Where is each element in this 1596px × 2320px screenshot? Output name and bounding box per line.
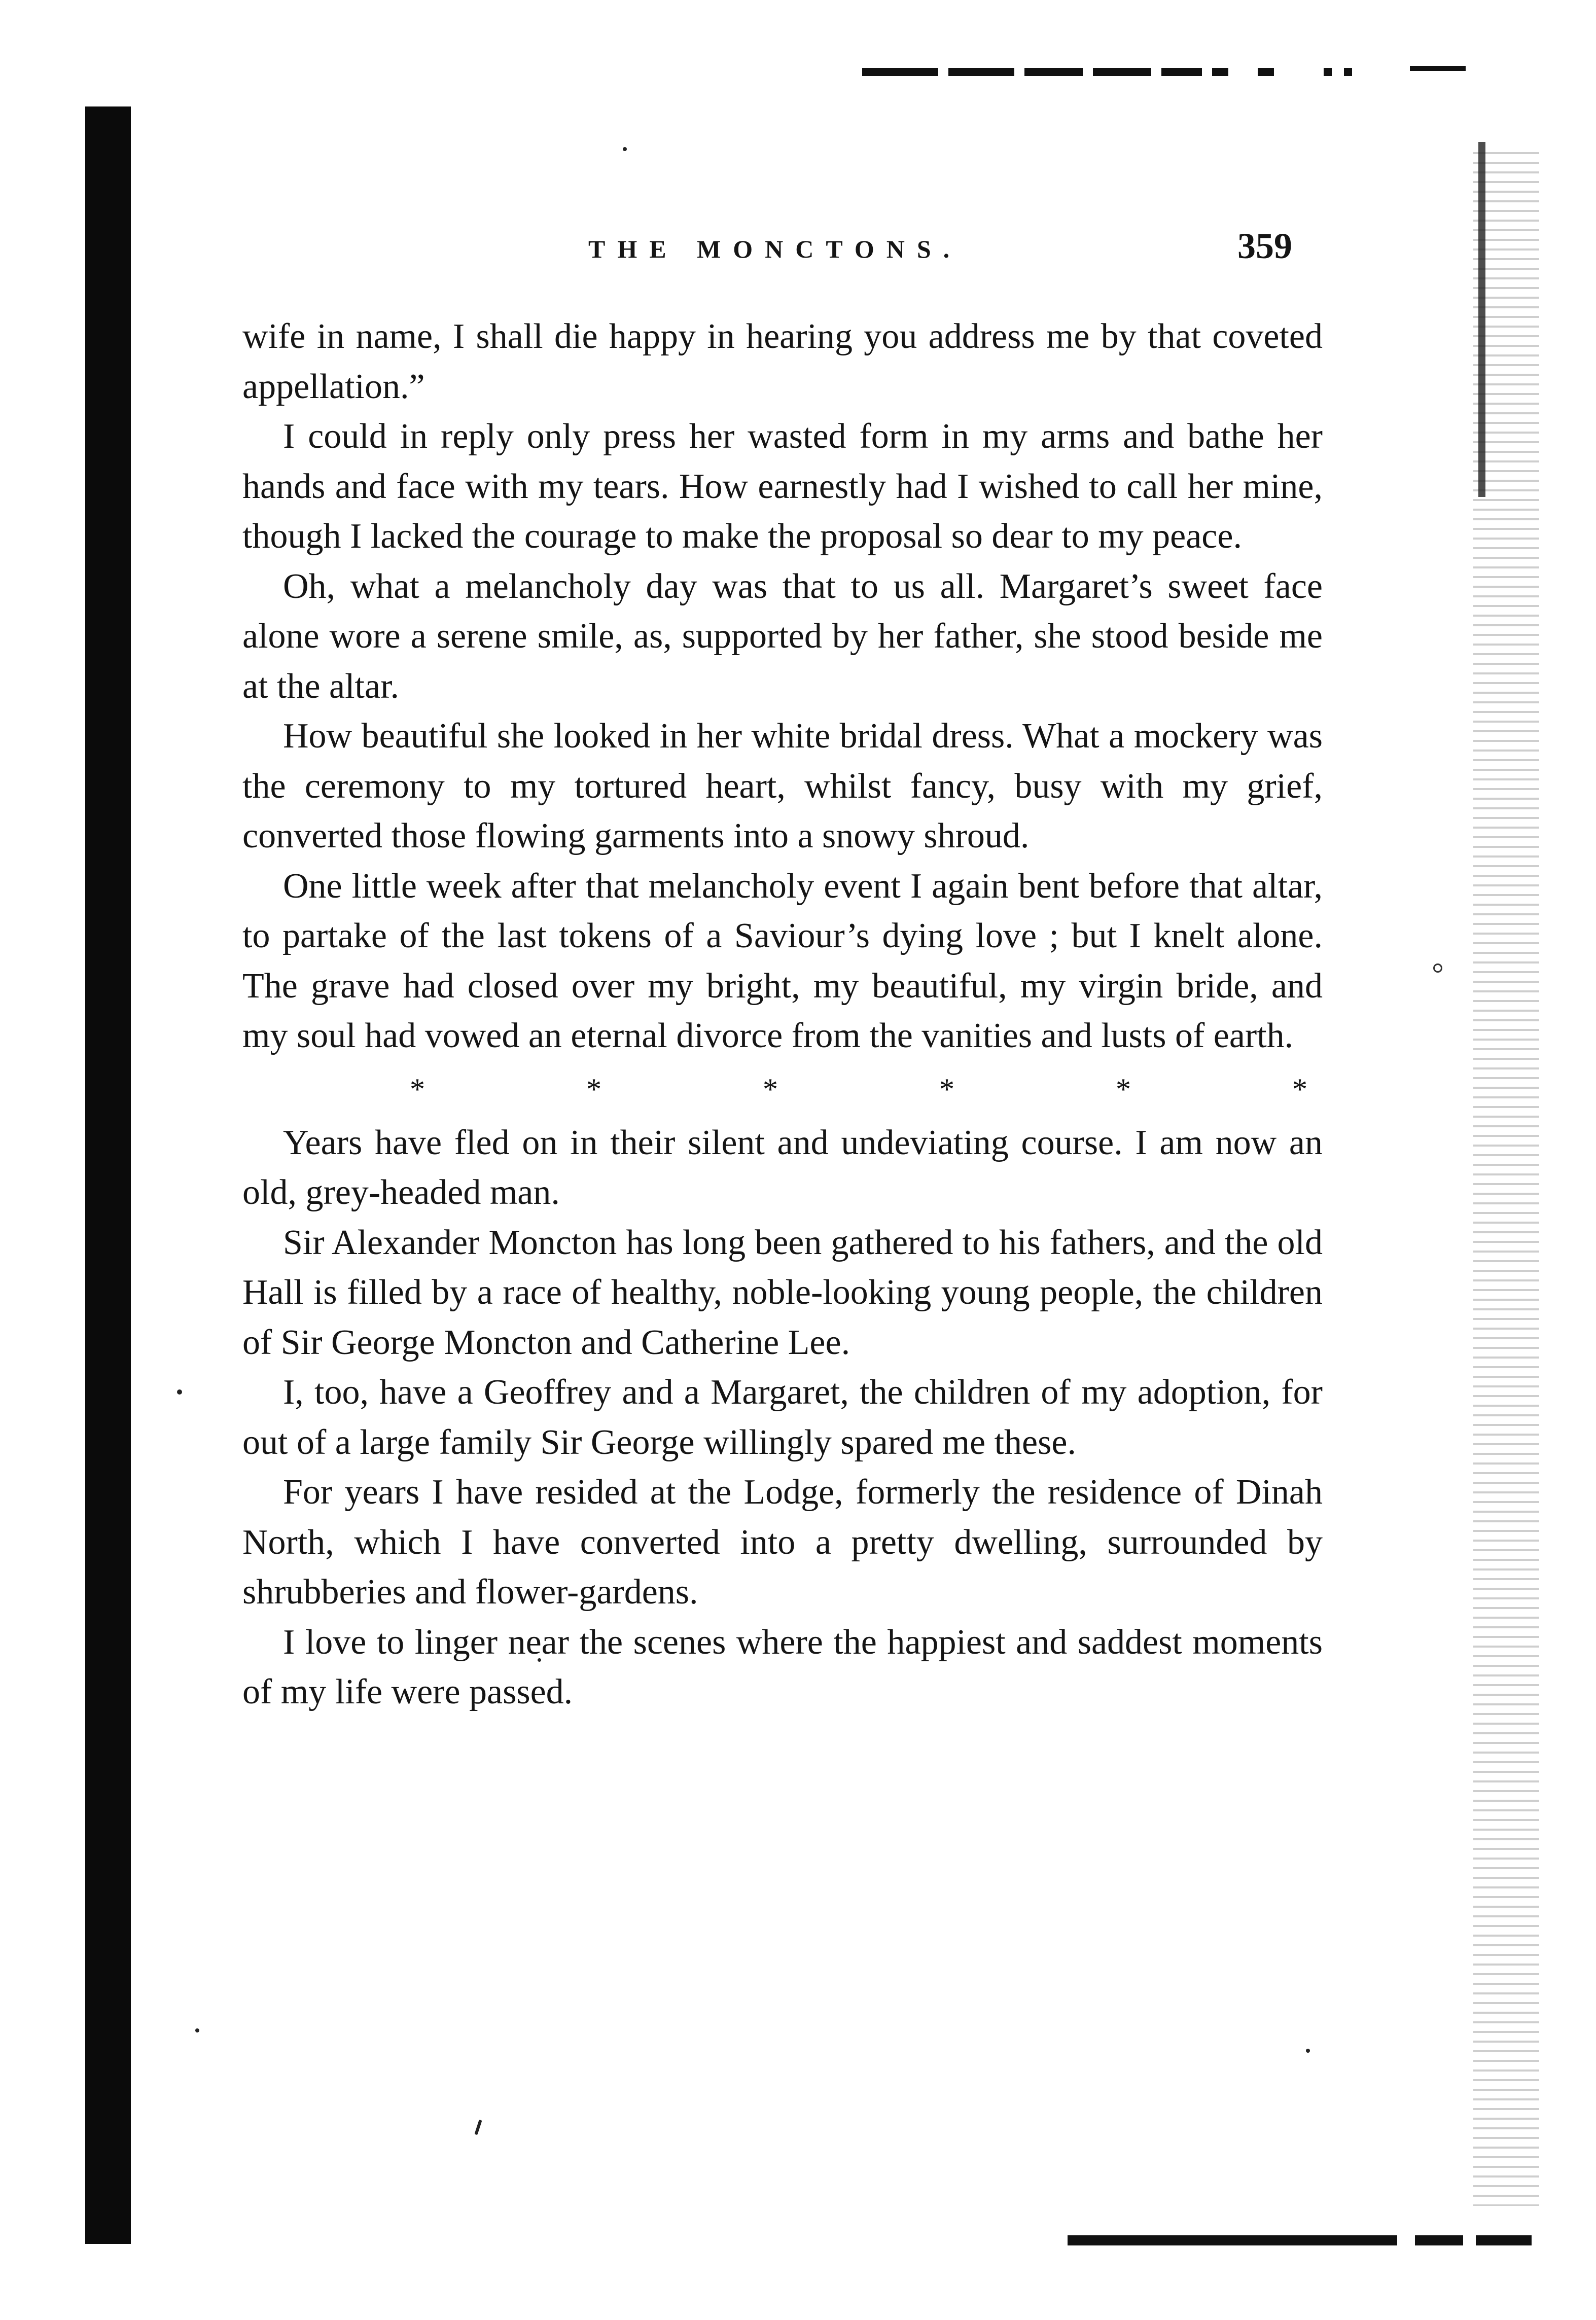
paragraph: For years I have resided at the Lodge, formerly the residence of Dinah North, which I have converted into a pretty dwelling, surrounded by shrubberies and flower-gardens.	[242, 1473, 1323, 1612]
asterisk: *	[586, 1072, 601, 1106]
body-text	[242, 312, 1323, 1718]
section-break	[242, 1064, 1323, 1114]
page-edge-line	[1478, 142, 1485, 497]
paragraph: One little week after that melancholy event I again bent before that altar, to partake of the last tokens of a Saviour’s dying love ; but I knelt alone. The grave had closed over my bright, my beautiful, my virgin bride, and my soul had vowed an eternal divorce from the vanities and lusts of earth.	[242, 866, 1323, 1055]
dust-speck	[177, 1389, 182, 1395]
dust-speck	[623, 147, 627, 151]
asterisk: *	[1116, 1072, 1131, 1106]
scan-mark	[1415, 2235, 1463, 2245]
page-number: 359	[1237, 226, 1292, 266]
asterisk: *	[939, 1072, 954, 1106]
paragraph: Oh, what a melancholy day was that to us all. Margaret’s sweet face alone wore a serene smile, as, supported by her father, she stood beside me at the altar.	[242, 566, 1323, 706]
dust-speck	[1306, 2049, 1310, 2053]
scan-mark	[1476, 2235, 1532, 2245]
scan-mark	[1344, 68, 1352, 76]
paragraph: How beautiful she looked in her white bridal dress. What a mockery was the ceremony to my tortured heart, whilst fancy, busy with my grief, converted those flowing garments into a snowy shroud.	[242, 717, 1323, 855]
scan-mark	[1410, 66, 1466, 71]
asterisk: *	[763, 1072, 778, 1106]
paragraph: I could in reply only press her wasted form in my arms and bathe her hands and face with my tears. How earnestly had I wished to call her mine, though I lacked the courage to make the proposal so dear to my peace.	[242, 417, 1323, 556]
paragraph: wife in name, I shall die happy in hearing you address me by that coveted appellation.”	[242, 317, 1323, 406]
asterisk: *	[1292, 1072, 1307, 1106]
scan-mark	[948, 68, 1014, 76]
scan-mark	[1258, 68, 1274, 76]
dust-speck	[1433, 963, 1442, 973]
scan-mark	[1068, 2235, 1397, 2245]
paragraph: Years have fled on in their silent and undeviating course. I am now an old, grey-headed man.	[242, 1123, 1323, 1212]
paragraph: I, too, have a Geoffrey and a Margaret, the children of my adoption, for out of a large family Sir George willingly spared me these.	[242, 1373, 1323, 1462]
running-title: THE MONCTONS.	[588, 235, 962, 263]
paragraph: I love to linger near the scenes where the happiest and saddest moments of my life were passed.	[242, 1622, 1323, 1711]
scan-mark	[1212, 68, 1228, 76]
scan-mark	[1024, 68, 1083, 76]
asterisk: *	[410, 1072, 425, 1106]
dust-speck	[195, 2028, 199, 2032]
scan-mark	[1161, 68, 1202, 76]
binding-shadow	[85, 106, 131, 2244]
scan-mark	[1324, 68, 1332, 76]
scan-mark	[1093, 68, 1151, 76]
dust-speck	[475, 2120, 482, 2135]
paragraph: Sir Alexander Moncton has long been gathered to his fathers, and the old Hall is filled by a race of healthy, noble-looking young people, the children of Sir George Moncton and Catherine Lee.	[242, 1223, 1323, 1362]
scan-mark	[862, 68, 938, 76]
